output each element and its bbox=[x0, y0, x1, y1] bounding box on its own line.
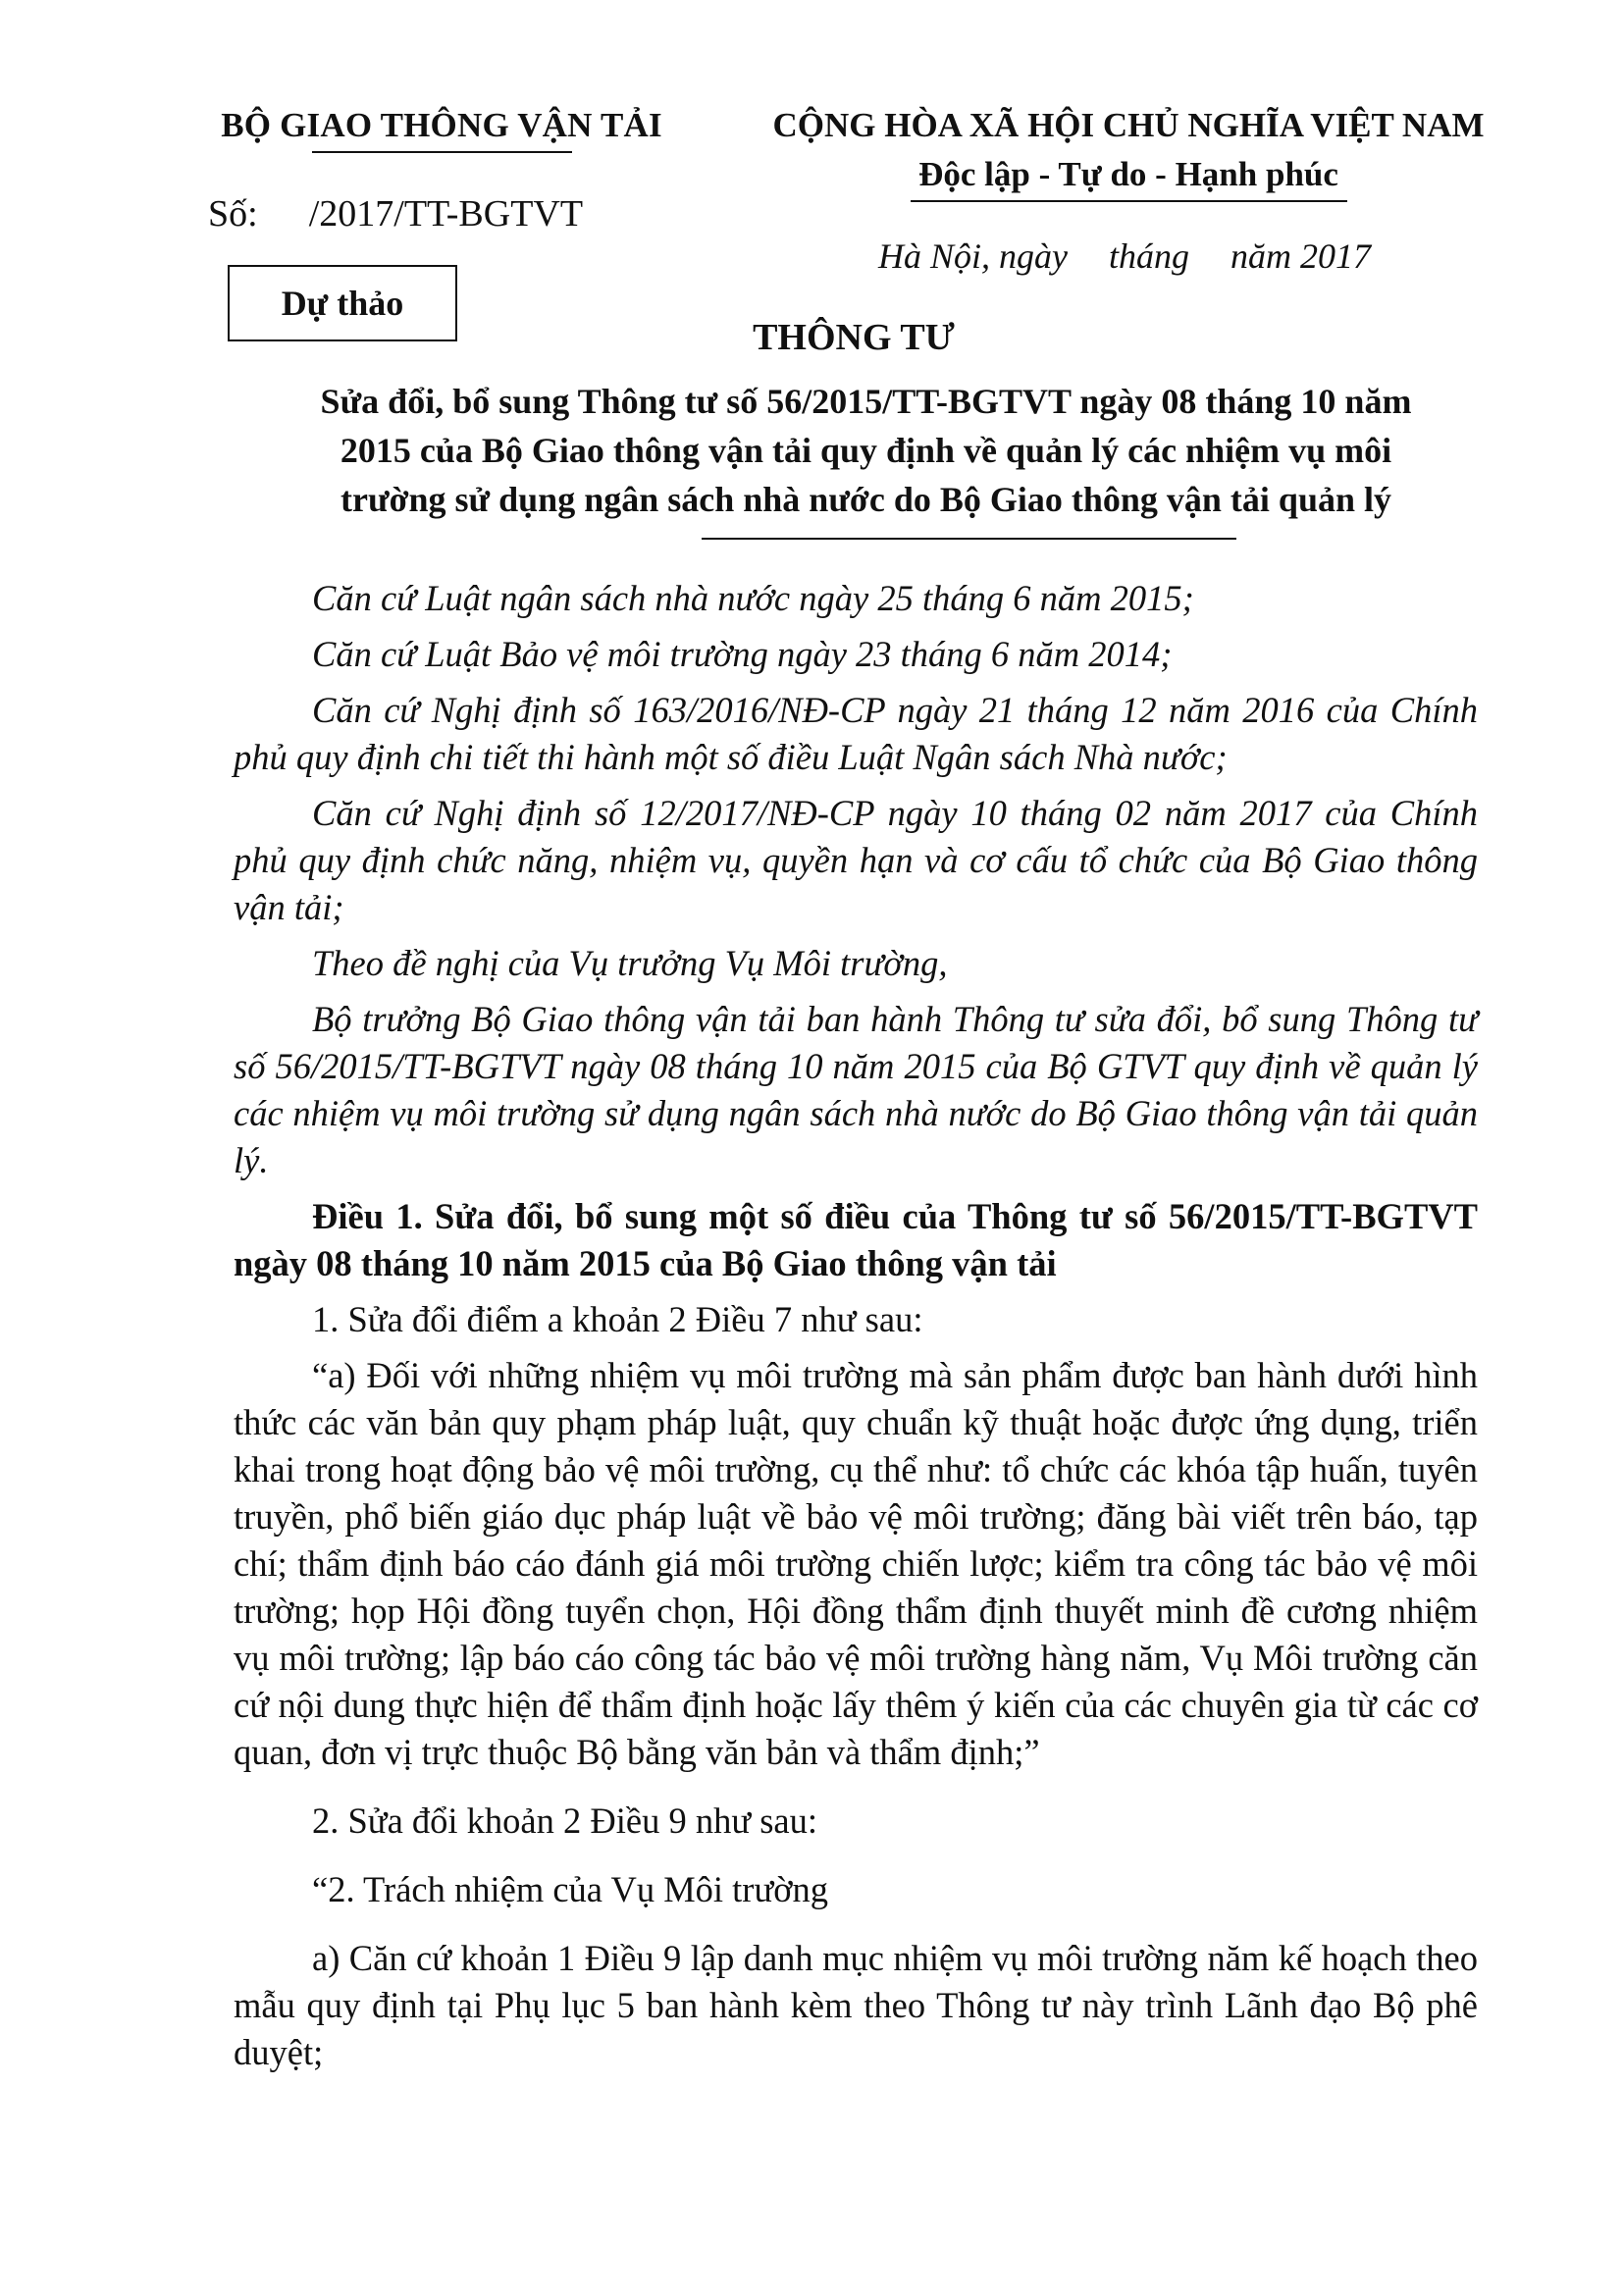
preamble-paragraph: Căn cứ Nghị định số 12/2017/NĐ-CP ngày 10 tháng 02 năm 2017 của Chính phủ quy định chức năng, nhiệm vụ, quyền hạn và cơ cấu tổ chức của Bộ Giao thông vận tải; bbox=[234, 793, 1478, 927]
preamble-paragraph: Bộ trưởng Bộ Giao thông vận tải ban hành Thông tư sửa đổi, bổ sung Thông tư số 56/2015/TT-BGTVT ngày 08 tháng 10 năm 2015 của Bộ GTVT quy định về quản lý các nhiệm vụ môi trường sử dụng ngân sách nhà nước do Bộ Giao thông vận tải quản lý. bbox=[234, 999, 1478, 1180]
article-paragraph: a) Căn cứ khoản 1 Điều 9 lập danh mục nhiệm vụ môi trường năm kế hoạch theo mẫu quy định tại Phụ lục 5 ban hành kèm theo Thông tư này trình Lãnh đạo Bộ phê duyệt; bbox=[234, 1938, 1478, 2072]
ministry-underline bbox=[312, 151, 572, 153]
number-value: /2017/TT-BGTVT bbox=[308, 193, 584, 235]
draft-stamp: Dự thảo bbox=[228, 265, 457, 341]
article-paragraph: “a) Đối với những nhiệm vụ môi trường mà sản phẩm được ban hành dưới hình thức các văn bản quy phạm pháp luật, quy chuẩn kỹ thuật hoặc được ứng dụng, triển khai trong hoạt động bảo vệ môi trường, cụ thể như: tổ chức các khóa tập huấn, tuyên truyền, phổ biến giáo dục pháp luật về bảo vệ môi trường; đăng bài viết trên báo, tạp chí; thẩm định báo cáo đánh giá môi trường chiến lược; kiểm tra công tác bảo vệ môi trường; họp Hội đồng tuyển chọn, Hội đồng thẩm định thuyết minh đề cương nhiệm vụ môi trường; lập báo cáo công tác bảo vệ môi trường hàng năm, Vụ Môi trường căn cứ nội dung thực hiện để thẩm định hoặc lấy thêm ý kiến của các chuyên gia từ các cơ quan, đơn vị trực thuộc Bộ bằng văn bản và thẩm định;” bbox=[234, 1355, 1478, 1772]
preamble-paragraph: Căn cứ Luật Bảo vệ môi trường ngày 23 tháng 6 năm 2014; bbox=[312, 634, 1173, 674]
ministry-header bbox=[206, 106, 677, 153]
document-title bbox=[250, 377, 1482, 524]
national-motto: Độc lập - Tự do - Hạnh phúc bbox=[918, 155, 1338, 193]
country-name: CỘNG HÒA XÃ HỘI CHỦ NGHĨA VIỆT NAM bbox=[772, 106, 1485, 144]
article-paragraph: 1. Sửa đổi điểm a khoản 2 Điều 7 như sau: bbox=[312, 1299, 923, 1339]
number-label: Số: bbox=[208, 193, 258, 235]
document-type: THÔNG TƯ bbox=[753, 317, 955, 358]
title-line: trường sử dụng ngân sách nhà nước do Bộ Giao thông vận tải quản lý bbox=[340, 480, 1391, 519]
motto-underline bbox=[911, 200, 1347, 202]
date-month: tháng bbox=[1109, 236, 1190, 276]
preamble-paragraph: Căn cứ Nghị định số 163/2016/NĐ-CP ngày 21 tháng 12 năm 2016 của Chính phủ quy định chi tiết thi hành một số điều Luật Ngân sách Nhà nước; bbox=[234, 690, 1478, 777]
preamble-paragraph: Căn cứ Luật ngân sách nhà nước ngày 25 tháng 6 năm 2015; bbox=[312, 578, 1194, 618]
title-line: Sửa đổi, bổ sung Thông tư số 56/2015/TT-BGTVT ngày 08 tháng 10 năm bbox=[320, 382, 1412, 421]
document-body bbox=[234, 575, 1478, 2085]
article-paragraph: 2. Sửa đổi khoản 2 Điều 9 như sau: bbox=[312, 1800, 818, 1841]
date-year: năm 2017 bbox=[1230, 236, 1372, 276]
article-heading: Điều 1. Sửa đổi, bổ sung một số điều của Thông tư số 56/2015/TT-BGTVT ngày 08 tháng 10 năm 2015 của Bộ Giao thông vận tải bbox=[234, 1196, 1478, 1283]
document-number bbox=[208, 192, 583, 235]
date-place: Hà Nội, ngày bbox=[878, 236, 1068, 276]
title-underline bbox=[702, 538, 1236, 540]
preamble-paragraph: Theo đề nghị của Vụ trưởng Vụ Môi trường, bbox=[312, 943, 948, 983]
article-paragraph: “2. Trách nhiệm của Vụ Môi trường bbox=[312, 1869, 829, 1909]
national-header bbox=[756, 106, 1501, 202]
issue-date bbox=[878, 235, 1371, 277]
title-line: 2015 của Bộ Giao thông vận tải quy định về quản lý các nhiệm vụ môi bbox=[340, 431, 1392, 470]
ministry-name: BỘ GIAO THÔNG VẬN TẢI bbox=[221, 106, 662, 144]
